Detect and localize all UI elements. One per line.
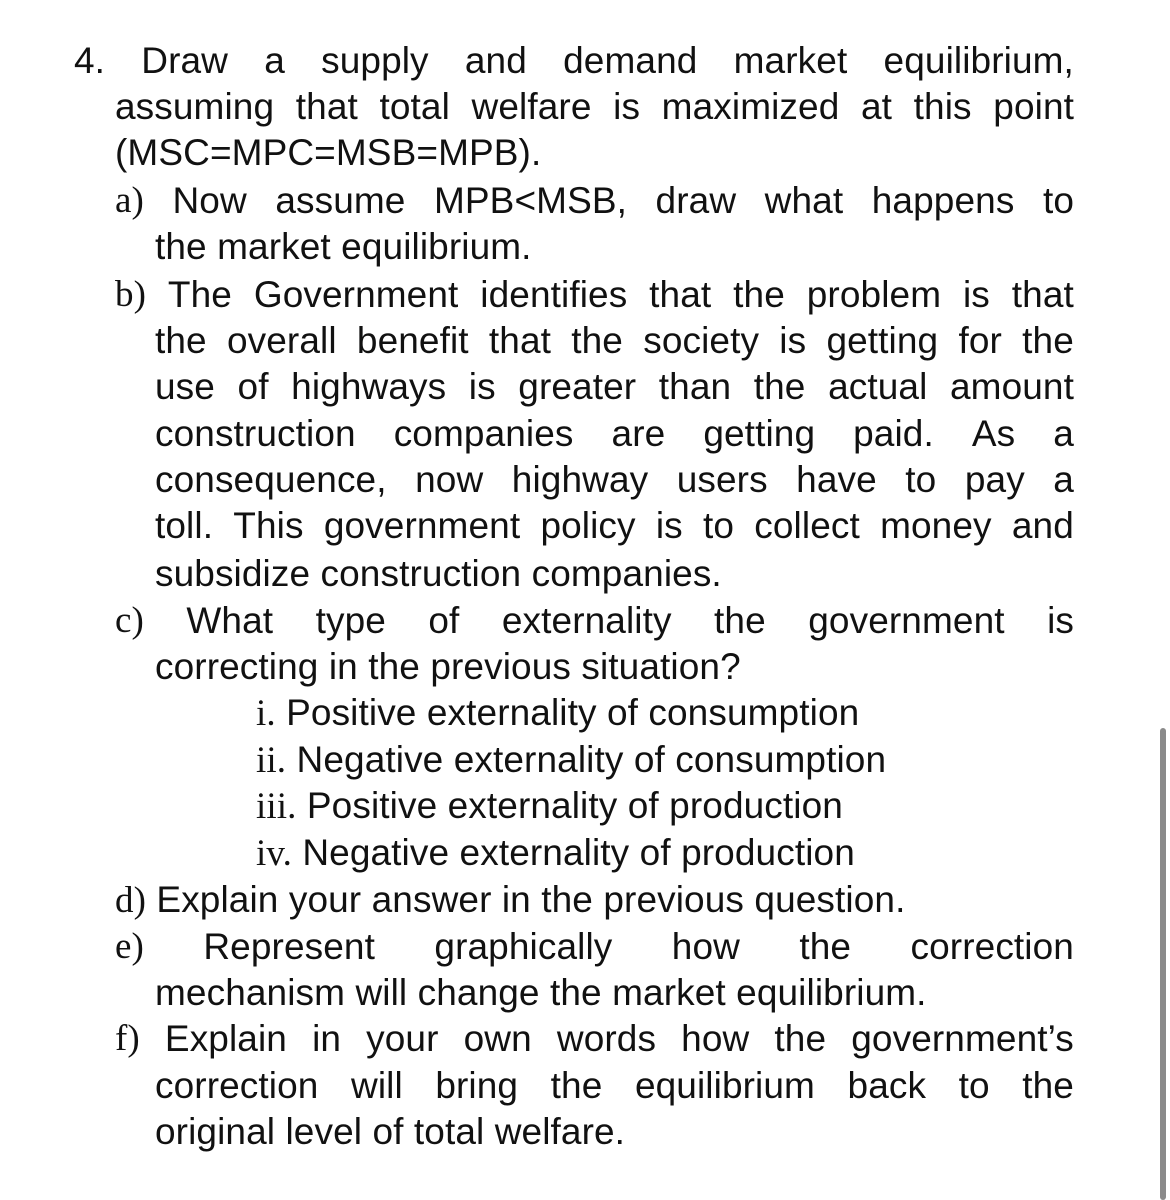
part-e-marker: e) — [115, 926, 144, 967]
question-4-line-3: (MSC=MPC=MSB=MPB). — [115, 132, 542, 173]
part-f-marker: f) — [115, 1018, 140, 1059]
part-e-line-1: e) Represent graphically how the correction — [115, 924, 1074, 970]
part-d-marker: d) — [115, 880, 147, 921]
part-e-line-2: mechanism will change the market equilibrium. — [155, 972, 927, 1013]
option-text: Negative externality of consumption — [296, 739, 887, 780]
option-ii — [256, 737, 886, 784]
part-c-marker: c) — [115, 600, 144, 641]
option-text: Negative externality of production — [302, 832, 855, 873]
part-b-line-2: the overall benefit that the society is getting for the — [155, 320, 1074, 361]
part-c-line-1: c) What type of externality the government is — [115, 598, 1074, 644]
part-b-line-3: use of highways is greater than the actual amount — [155, 366, 1074, 407]
question-number: 4. — [74, 40, 106, 81]
part-b-marker: b) — [115, 274, 147, 315]
part-a-line-2: the market equilibrium. — [155, 226, 532, 267]
part-f-line-1: f) Explain in your own words how the government’s — [115, 1016, 1074, 1062]
part-b-line-4: construction companies are getting paid. As a — [155, 413, 1074, 454]
vertical-scrollbar[interactable] — [1160, 728, 1166, 1200]
part-d-line-1: d) Explain your answer in the previous question. — [115, 879, 906, 921]
part-a-marker: a) — [115, 180, 144, 221]
part-c-line-2: correcting in the previous situation? — [155, 646, 741, 687]
option-text: Positive externality of production — [306, 785, 843, 826]
part-a-line-1: a) Now assume MPB<MSB, draw what happens to — [115, 178, 1074, 224]
option-i — [256, 690, 859, 737]
option-numeral: ii. — [256, 740, 287, 781]
part-b-line-7: subsidize construction companies. — [155, 553, 722, 594]
part-b-line-1: b) The Government identifies that the problem is that — [115, 272, 1074, 318]
part-b-line-6: toll. This government policy is to collect money and — [155, 505, 1074, 546]
option-numeral: i. — [256, 693, 276, 734]
part-b-line-5: consequence, now highway users have to pay a — [155, 459, 1074, 500]
part-f-line-3: original level of total welfare. — [155, 1111, 626, 1152]
question-4-line-1: 4. Draw a supply and demand market equilibrium, — [74, 38, 1074, 84]
option-iii — [256, 783, 843, 830]
option-numeral: iv. — [256, 833, 292, 874]
option-iv — [256, 830, 855, 877]
question-4-line-2: assuming that total welfare is maximized at this point — [115, 86, 1074, 127]
option-numeral: iii. — [256, 786, 297, 827]
part-f-line-2: correction will bring the equilibrium back to the — [155, 1065, 1074, 1106]
option-text: Positive externality of consumption — [286, 692, 860, 733]
